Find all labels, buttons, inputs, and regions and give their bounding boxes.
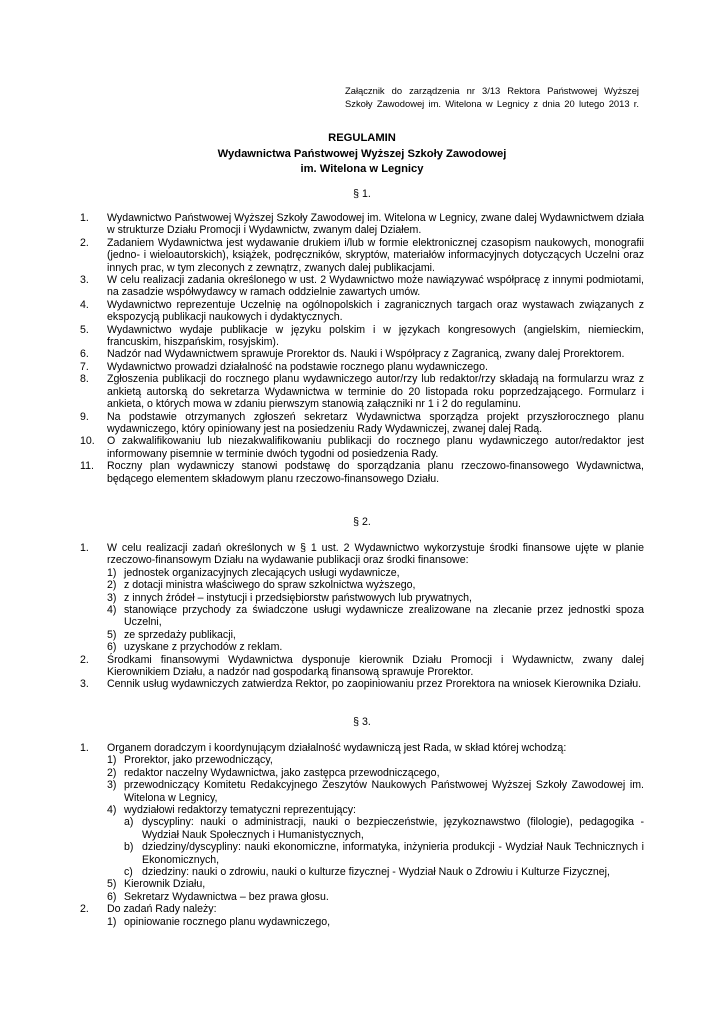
item-number: b) xyxy=(124,841,134,854)
item-text: Wydawnictwo wydaje publikacje w języku polskim i w językach kongresowych (angielskim, niemieckim, francuskim, hiszpańskim, rosyjskim). xyxy=(107,323,644,349)
item-text: O zakwalifikowaniu lub niezakwalifikowaniu publikacji do rocznego planu wydawniczego autor/redaktor jest informowany pisemnie w terminie dwóch tygodni od posiedzenia Rady. xyxy=(107,435,644,460)
section-3-list xyxy=(80,742,644,928)
item-text: przewodniczący Komitetu Redakcyjnego Zeszytów Naukowych Państwowej Wyższej Szkoły Zawodowej im. Witelona w Legnicy, xyxy=(124,779,644,804)
list-item xyxy=(80,212,644,237)
sub-sub-item xyxy=(80,841,644,866)
list-item xyxy=(80,411,644,436)
item-number: a) xyxy=(124,816,134,829)
item-text: dziedziny: nauki o zdrowiu, nauki o kulturze fizycznej - Wydział Nauk o Zdrowiu i Kulturze Fizycznej, xyxy=(142,866,610,879)
item-number: 2. xyxy=(80,653,89,666)
item-number: 8. xyxy=(80,373,89,386)
item-text: Do zadań Rady należy: xyxy=(107,903,217,916)
item-number: 6) xyxy=(107,890,117,903)
list-item xyxy=(80,299,644,324)
section-heading: § 1. xyxy=(353,188,371,200)
list-item xyxy=(80,903,644,915)
item-number: 10. xyxy=(80,435,95,448)
title-line: im. Witelona w Legnicy xyxy=(300,163,424,175)
list-item xyxy=(80,361,644,373)
item-number: 9. xyxy=(80,410,89,423)
item-text: Wydawnictwo prowadzi działalność na podstawie rocznego planu wydawniczego. xyxy=(107,360,488,373)
section-heading: § 3. xyxy=(353,716,371,728)
item-text: z innych źródeł – instytucji i przedsiębiorstw państwowych lub prywatnych, xyxy=(124,591,472,604)
section-2-list xyxy=(80,542,644,691)
sub-item xyxy=(80,878,644,890)
item-text: Na podstawie otrzymanych zgłoszeń sekretarz Wydawnictwa sporządza projekt przyszłorocznego planu wydawniczego, który opiniowany jest na posiedzeniu Rady Wydawniczej, zwanej dalej Radą. xyxy=(107,410,644,435)
item-number: 2) xyxy=(107,766,117,779)
list-item xyxy=(80,542,644,567)
sub-item xyxy=(80,891,644,903)
item-number: 1. xyxy=(80,542,89,554)
item-number: 6) xyxy=(107,641,117,654)
title-line: REGULAMIN xyxy=(328,132,396,144)
item-text: Nadzór nad Wydawnictwem sprawuje Prorektor ds. Nauki i Współpracy z Zagranicą, zwany dalej Prorektorem. xyxy=(107,348,625,361)
item-text: dziedziny/dyscypliny: nauki ekonomiczne, informatyka, inżynieria produkcji - Wydział Nauk Technicznych i Ekonomicznych, xyxy=(142,841,644,866)
attachment-note-line: Załącznik do zarządzenia nr 3/13 Rektora Państwowej Wyższej xyxy=(345,85,639,96)
item-text: Wydawnictwo Państwowej Wyższej Szkoły Zawodowej im. Witelona w Legnicy, zwane dalej Wydawnictwem działa w strukturze Działu Promocji i Wydawnictw, zwanym dalej Działem. xyxy=(107,212,644,237)
sub-item xyxy=(80,592,644,604)
sub-item xyxy=(80,567,644,579)
sub-sub-item xyxy=(80,816,644,841)
item-number: 1. xyxy=(80,212,89,224)
sub-item xyxy=(80,579,644,591)
item-number: 3) xyxy=(107,779,117,792)
item-text: uzyskane z przychodów z reklam. xyxy=(124,641,283,654)
list-item xyxy=(80,348,644,360)
item-number: 2. xyxy=(80,236,89,249)
item-text: Sekretarz Wydawnictwa – bez prawa głosu. xyxy=(124,890,329,903)
section-1-list xyxy=(80,212,644,485)
item-number: c) xyxy=(124,866,133,879)
section-heading: § 2. xyxy=(353,516,371,528)
item-text: Środkami finansowymi Wydawnictwa dysponuje kierownik Działu Promocji i Wydawnictw, zwany dalej Kierownikiem Działu, a nadzór nad gospodarką finansową sprawuje Prorektor. xyxy=(107,653,644,679)
sub-item xyxy=(80,629,644,641)
item-text: stanowiące przychody za świadczone usługi wydawnicze zrealizowane na zlecanie przez jednostki spoza Uczelni, xyxy=(124,604,644,629)
item-number: 11. xyxy=(80,460,94,473)
list-item xyxy=(80,435,644,460)
item-number: 4) xyxy=(107,604,117,617)
item-number: 4. xyxy=(80,298,89,311)
sub-item xyxy=(80,779,644,804)
item-number: 5) xyxy=(107,628,117,641)
item-text: Prorektor, jako przewodniczący, xyxy=(124,754,273,767)
item-text: Zgłoszenia publikacji do rocznego planu wydawniczego autor/rzy lub redaktor/rzy składają na formularzu wraz z ankietą autorską do sekretarza Wydawnictwa w terminie do 20 listopada roku poprzedzającego. Formularz i ankieta, o których mowa w zdaniu pierwszym stanowią załączniki nr 1 i 2 do regulaminu. xyxy=(107,373,644,411)
attachment-note-line: Szkoły Zawodowej im. Witelona w Legnicy z dnia 20 lutego 2013 r. xyxy=(345,98,639,110)
item-text: wydziałowi redaktorzy tematyczni reprezentujący: xyxy=(124,804,356,817)
list-item xyxy=(80,274,644,299)
item-text: ze sprzedaży publikacji, xyxy=(124,628,236,641)
item-text: Roczny plan wydawniczy stanowi podstawę do sporządzania planu rzeczowo-finansowego Wydawnictwa, będącego elementem składowym planu rzeczowo-finansowego Działu. xyxy=(107,460,644,485)
item-text: jednostek organizacyjnych zlecających usługi wydawnicze, xyxy=(124,566,400,579)
list-item xyxy=(80,654,644,679)
list-item xyxy=(80,460,644,485)
item-number: 4) xyxy=(107,804,117,817)
list-item xyxy=(80,742,644,754)
list-item xyxy=(80,324,644,349)
sub-item xyxy=(80,804,644,816)
item-text: dyscypliny: nauki o administracji, nauki o bezpieczeństwie, językoznawstwo (filologie), pedagogika - Wydział Nauk Społecznych i Humanistycznych, xyxy=(142,816,644,841)
item-number: 3. xyxy=(80,274,89,287)
item-number: 7. xyxy=(80,360,89,373)
list-item xyxy=(80,678,644,690)
item-number: 2) xyxy=(107,579,117,592)
item-number: 6. xyxy=(80,348,89,361)
item-number: 3. xyxy=(80,678,89,691)
item-number: 5) xyxy=(107,878,117,891)
item-text: Wydawnictwo reprezentuje Uczelnię na ogólnopolskich i zagranicznych targach oraz wystawach związanych z ekspozycją publikacji naukowych i dydaktycznych. xyxy=(107,298,644,324)
title-line: Wydawnictwa Państwowej Wyższej Szkoły Zawodowej xyxy=(217,147,507,160)
item-text: redaktor naczelny Wydawnictwa, jako zastępca przewodniczącego, xyxy=(124,766,440,779)
item-text: Cennik usług wydawniczych zatwierdza Rektor, po zaopiniowaniu przez Prorektora na wniosek Kierownika Działu. xyxy=(107,678,642,691)
item-number: 3) xyxy=(107,591,117,604)
sub-item xyxy=(80,641,644,653)
sub-item xyxy=(80,604,644,629)
item-number: 2. xyxy=(80,903,89,916)
item-text: Kierownik Działu, xyxy=(124,878,206,891)
item-text: W celu realizacji zadań określonych w § 1 ust. 2 Wydawnictwo wykorzystuje środki finansowe ujęte w planie rzeczowo-finansowym Działu na wydawanie publikacji oraz środki finansowe: xyxy=(107,542,644,567)
item-text: z dotacji ministra właściwego do spraw szkolnictwa wyższego, xyxy=(124,579,416,592)
sub-item xyxy=(80,916,644,928)
item-number: 1) xyxy=(107,566,117,579)
item-number: 1. xyxy=(80,742,89,754)
item-text: W celu realizacji zadania określonego w ust. 2 Wydawnictwo może nawiązywać współpracę z innymi podmiotami, na zasadzie współwydawcy w ramach oddzielnie zawartych umów. xyxy=(107,274,644,299)
sub-sub-item xyxy=(80,866,644,878)
sub-item xyxy=(80,754,644,766)
item-text: Zadaniem Wydawnictwa jest wydawanie drukiem i/lub w formie elektronicznej czasopism naukowych, monografii (jedno- i wieloautorskich), książek, podręczników, skryptów, materiałów informacyjnych dotyczących Uczelni oraz innych prac, w tym zleconych z zewnątrz, zwanych dalej publikacjami. xyxy=(107,236,644,274)
list-item xyxy=(80,237,644,274)
list-item xyxy=(80,373,644,410)
item-number: 1) xyxy=(107,915,117,928)
item-text: opiniowanie rocznego planu wydawniczego, xyxy=(124,915,331,928)
attachment-note xyxy=(345,84,639,110)
sub-item xyxy=(80,767,644,779)
document-title xyxy=(80,131,644,178)
item-number: 5. xyxy=(80,323,89,336)
item-text: Organem doradczym i koordynującym działalność wydawniczą jest Rada, w skład której wchodzą: xyxy=(107,742,567,754)
item-number: 1) xyxy=(107,754,117,767)
